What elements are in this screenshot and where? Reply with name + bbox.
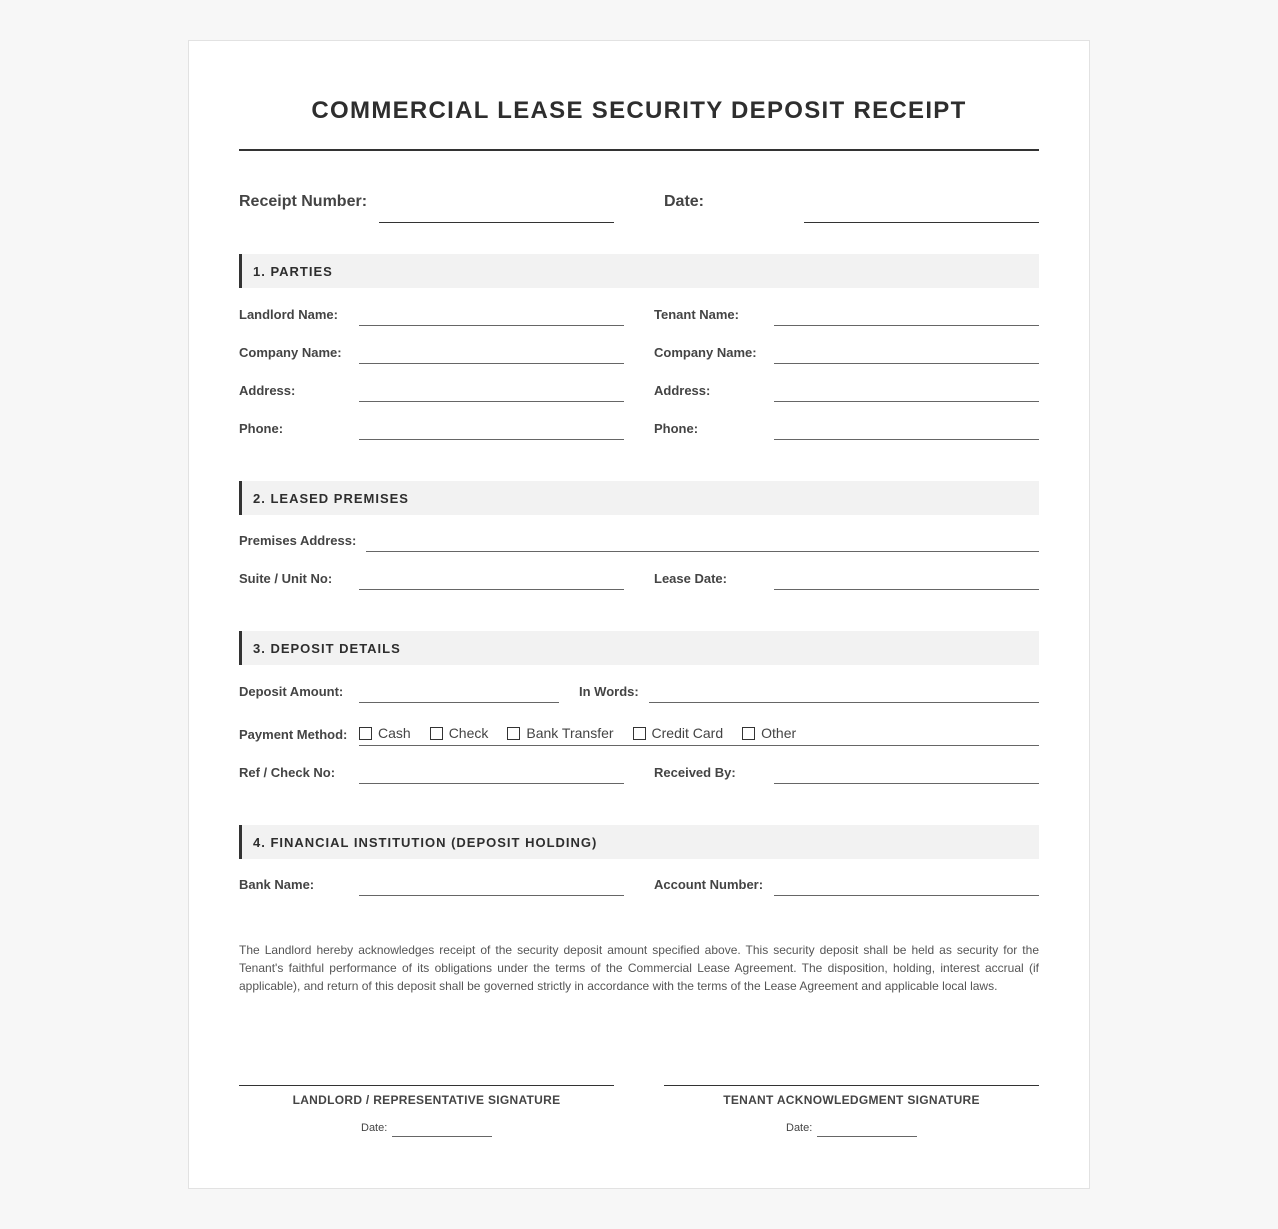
- landlord-name-field[interactable]: [359, 325, 624, 326]
- landlord-sign-date-label: Date:: [361, 1122, 388, 1134]
- lease-date-label: Lease Date:: [654, 571, 727, 586]
- in-words-label: In Words:: [579, 684, 639, 699]
- payment-option-bank-transfer[interactable]: [507, 725, 613, 741]
- ref-check-field[interactable]: [359, 783, 624, 784]
- section-parties-title: 1. PARTIES: [253, 264, 333, 279]
- receipt-number-field[interactable]: [379, 222, 614, 223]
- checkbox-credit-card[interactable]: [633, 727, 646, 740]
- document-title: COMMERCIAL LEASE SECURITY DEPOSIT RECEIPT: [311, 97, 967, 124]
- acknowledgment-paragraph: The Landlord hereby acknowledges receipt of the security deposit amount specified above. This security deposit shall be held as security for the Tenant's faithful performance of its obligations under the terms of the Commercial Lease Agreement. The disposition, holding, interest accrual (if applicable), and return of this deposit shall be governed strictly in accordance with the terms of the Lease Agreement and applicable local laws.: [239, 943, 1039, 993]
- payment-option-cash[interactable]: [359, 725, 411, 741]
- deposit-amount-label: Deposit Amount:: [239, 684, 344, 699]
- checkbox-check[interactable]: [430, 727, 443, 740]
- suite-unit-field[interactable]: [359, 589, 624, 590]
- received-by-field[interactable]: [774, 783, 1039, 784]
- landlord-sign-date-field[interactable]: [392, 1136, 492, 1137]
- checkbox-cash[interactable]: [359, 727, 372, 740]
- tenant-signature-label: TENANT ACKNOWLEDGMENT SIGNATURE: [723, 1093, 980, 1107]
- header-date-label: Date:: [664, 193, 705, 210]
- received-by-label: Received By:: [654, 765, 736, 780]
- tenant-company-label: Company Name:: [654, 345, 757, 360]
- tenant-company-field[interactable]: [774, 363, 1039, 364]
- payment-option-label: Cash: [378, 725, 411, 741]
- lease-date-field[interactable]: [774, 589, 1039, 590]
- suite-unit-label: Suite / Unit No:: [239, 571, 333, 586]
- payment-option-other[interactable]: [742, 725, 796, 741]
- tenant-address-label: Address:: [654, 383, 711, 398]
- landlord-company-label: Company Name:: [239, 345, 342, 360]
- section-premises-title: 2. LEASED PREMISES: [253, 491, 409, 506]
- tenant-sign-date-label: Date:: [786, 1122, 813, 1134]
- landlord-signature-line[interactable]: [239, 1085, 614, 1086]
- payment-method-underline: [359, 745, 1039, 746]
- account-number-field[interactable]: [774, 895, 1039, 896]
- section-bank-header: [239, 825, 1039, 859]
- title-divider: [239, 149, 1039, 151]
- tenant-signature-line[interactable]: [664, 1085, 1039, 1086]
- document-page: [188, 40, 1090, 1189]
- payment-option-credit-card[interactable]: [633, 725, 724, 741]
- landlord-phone-label: Phone:: [239, 421, 284, 436]
- bank-name-label: Bank Name:: [239, 877, 315, 892]
- payment-option-label: Other: [761, 725, 797, 741]
- section-deposit-title: 3. DEPOSIT DETAILS: [253, 641, 401, 656]
- landlord-company-field[interactable]: [359, 363, 624, 364]
- deposit-amount-field[interactable]: [359, 702, 559, 703]
- landlord-phone-field[interactable]: [359, 439, 624, 440]
- tenant-phone-field[interactable]: [774, 439, 1039, 440]
- landlord-address-label: Address:: [239, 383, 296, 398]
- receipt-number-label: Receipt Number:: [239, 193, 368, 210]
- landlord-name-label: Landlord Name:: [239, 307, 338, 322]
- account-number-label: Account Number:: [654, 877, 764, 892]
- section-deposit-header: [239, 631, 1039, 665]
- tenant-address-field[interactable]: [774, 401, 1039, 402]
- payment-option-label: Bank Transfer: [526, 725, 614, 741]
- checkbox-bank-transfer[interactable]: [507, 727, 520, 740]
- bank-name-field[interactable]: [359, 895, 624, 896]
- tenant-phone-label: Phone:: [654, 421, 699, 436]
- premises-address-label: Premises Address:: [239, 533, 357, 548]
- payment-option-label: Check: [448, 725, 489, 741]
- payment-option-label: Credit Card: [651, 725, 724, 741]
- tenant-name-field[interactable]: [774, 325, 1039, 326]
- section-bank-title: 4. FINANCIAL INSTITUTION (DEPOSIT HOLDING): [253, 835, 598, 850]
- payment-option-check[interactable]: [430, 725, 489, 741]
- checkbox-other[interactable]: [742, 727, 755, 740]
- landlord-signature-label: LANDLORD / REPRESENTATIVE SIGNATURE: [292, 1093, 561, 1107]
- payment-method-options: [359, 725, 815, 741]
- header-date-field[interactable]: [804, 222, 1039, 223]
- landlord-address-field[interactable]: [359, 401, 624, 402]
- tenant-name-label: Tenant Name:: [654, 307, 739, 322]
- section-premises-header: [239, 481, 1039, 515]
- payment-method-label: Payment Method:: [239, 727, 348, 742]
- tenant-sign-date-field[interactable]: [817, 1136, 917, 1137]
- in-words-field[interactable]: [649, 702, 1039, 703]
- ref-check-label: Ref / Check No:: [239, 765, 336, 780]
- section-parties-header: [239, 254, 1039, 288]
- premises-address-field[interactable]: [366, 551, 1039, 552]
